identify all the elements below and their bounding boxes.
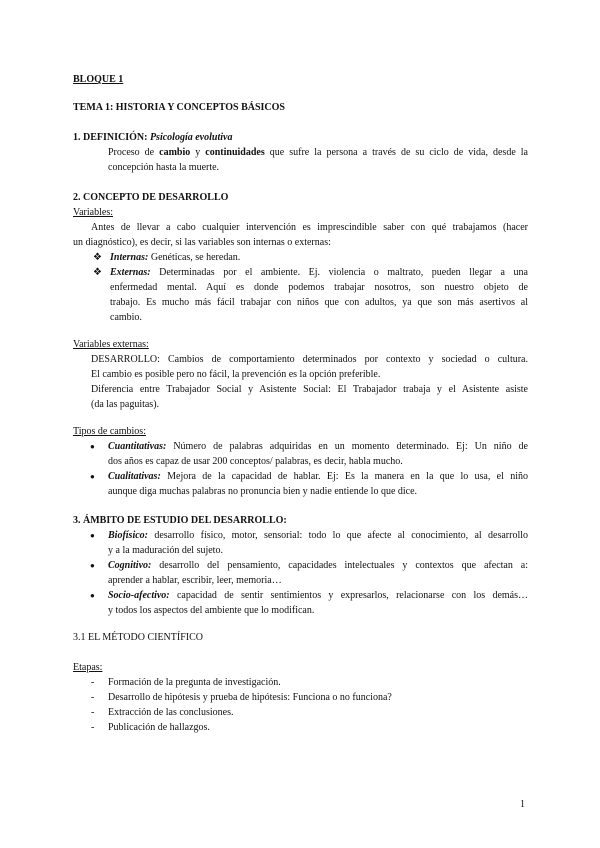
definition-text-c: y <box>190 147 206 158</box>
variables-intro-line-2: un diagnóstico), es decir, si las variables son internas o externas: <box>73 237 331 248</box>
biofisico-line-2: y a la maduración del sujeto. <box>108 545 223 556</box>
definition-term-cambio: cambio <box>159 147 191 158</box>
cognitivo-line-2: aprender a hablar, escribir, leer, memoria… <box>108 575 282 586</box>
dash-bullet-icon: - <box>91 722 95 733</box>
externas-line-2: enfermedad mental. Aquí es donde podemos trabajar nosotros, son nuestro objeto de <box>110 282 528 293</box>
internas-term: Internas: <box>110 252 149 263</box>
definition-line-1 <box>108 145 528 160</box>
cualitativas-text-1: Mejora de la capacidad de hablar. Ej: Es la manera en la que lo usa, el niño <box>160 471 528 482</box>
section-1-heading-prefix: 1. DEFINICIÓN: <box>73 132 150 143</box>
block-title: BLOQUE 1 <box>73 74 124 85</box>
dot-bullet-icon: ● <box>90 442 95 451</box>
section-2-heading: 2. CONCEPTO DE DESARROLLO <box>73 192 229 203</box>
socioafectivo-line-2: y todos los aspectos del ambiente que lo modifican. <box>108 605 315 616</box>
dot-bullet-icon: ● <box>90 531 95 540</box>
cualitativas-line-1 <box>108 469 528 484</box>
tipos-cambios-label: Tipos de cambios: <box>73 426 146 437</box>
dot-bullet-icon: ● <box>90 472 95 481</box>
socioafectivo-text-1: capacidad de sentir sentimientos y expresarlos, relacionarse con los demás… <box>169 590 528 601</box>
cualitativas-line-2: aunque diga muchas palabras no pronuncia bien y nadie entiende lo que dice. <box>108 486 418 497</box>
biofisico-text-1: desarrollo físico, motor, sensorial: todo lo que afecte al conocimiento, al desarrollo <box>148 530 528 541</box>
definition-term-continuidades: continuidades <box>205 147 265 158</box>
variables-externas-label: Variables externas: <box>73 339 149 350</box>
diferencia-line-2: (da las paguitas). <box>91 399 160 410</box>
externas-line-1 <box>110 265 528 280</box>
diamond-bullet-icon: ❖ <box>93 252 102 263</box>
cognitivo-line-1 <box>108 558 528 573</box>
etapa-item: Publicación de hallazgos. <box>108 722 210 733</box>
biofisico-line-1 <box>108 528 528 543</box>
desarrollo-line-1: DESARROLLO: Cambios de comportamiento determinados por contexto y sociedad o cultura. <box>91 354 528 365</box>
cuantitativas-line-2: dos años es capaz de usar 200 conceptos/ palabras, es decir, habla mucho. <box>108 456 403 467</box>
topic-title: TEMA 1: HISTORIA Y CONCEPTOS BÁSICOS <box>73 102 285 113</box>
socioafectivo-line-1 <box>108 588 528 603</box>
etapas-label: Etapas: <box>73 662 103 673</box>
variables-label: Variables: <box>73 207 113 218</box>
diamond-bullet-icon: ❖ <box>93 267 102 278</box>
dot-bullet-icon: ● <box>90 561 95 570</box>
variables-intro-line-1: Antes de llevar a cabo cualquier intervención es imprescindible saber con qué trabajamos (hacer <box>91 222 528 233</box>
cognitivo-term: Cognitivo: <box>108 560 152 571</box>
externas-line-3: trabajo. Es mucho más fácil trabajar con niños que con adultos, ya que son más asertivos al <box>110 297 528 308</box>
section-3-heading: 3. ÁMBITO DE ESTUDIO DEL DESARROLLO: <box>73 515 287 526</box>
dot-bullet-icon: ● <box>90 591 95 600</box>
definition-text-a: Proceso de <box>108 147 160 158</box>
internas-text: Genéticas, se heredan. <box>148 252 241 263</box>
internas-item <box>110 250 240 265</box>
etapa-item: Formación de la pregunta de investigación. <box>108 677 281 688</box>
dash-bullet-icon: - <box>91 677 95 688</box>
section-3-1-heading: 3.1 EL MÉTODO CIENTÍFICO <box>73 632 203 643</box>
cualitativas-term: Cualitativas: <box>108 471 161 482</box>
section-1-heading-term: Psicología evolutiva <box>149 132 233 143</box>
dash-bullet-icon: - <box>91 692 95 703</box>
definition-text-e: que sufre la persona a través de su ciclo de vida, desde la <box>264 147 528 158</box>
etapa-item: Extracción de las conclusiones. <box>108 707 234 718</box>
biofisico-term: Biofísico: <box>108 530 148 541</box>
cuantitativas-term: Cuantitativas: <box>108 441 167 452</box>
cuantitativas-line-1 <box>108 439 528 454</box>
page-number: 1 <box>520 799 525 810</box>
socioafectivo-term: Socio-afectivo: <box>108 590 170 601</box>
etapa-item: Desarrollo de hipótesis y prueba de hipótesis: Funciona o no funciona? <box>108 692 392 703</box>
diferencia-line-1: Diferencia entre Trabajador Social y Asistente Social: El Trabajador trabaja y el Asistente asiste <box>91 384 528 395</box>
externas-text-1: Determinadas por el ambiente. Ej. violencia o maltrato, pueden llegar a una <box>150 267 528 278</box>
cognitivo-text-1: desarrollo del pensamiento, capacidades intelectuales y contextos que afectan a: <box>151 560 528 571</box>
externas-line-4: cambio. <box>110 312 142 323</box>
dash-bullet-icon: - <box>91 707 95 718</box>
cuantitativas-text-1: Número de palabras adquiridas en un momento determinado. Ej: Un niño de <box>166 441 528 452</box>
externas-term: Externas: <box>110 267 151 278</box>
section-1-heading <box>73 130 232 145</box>
definition-line-2: concepción hasta la muerte. <box>108 162 220 173</box>
desarrollo-line-2: El cambio es posible pero no fácil, la prevención es la opción preferible. <box>91 369 381 380</box>
